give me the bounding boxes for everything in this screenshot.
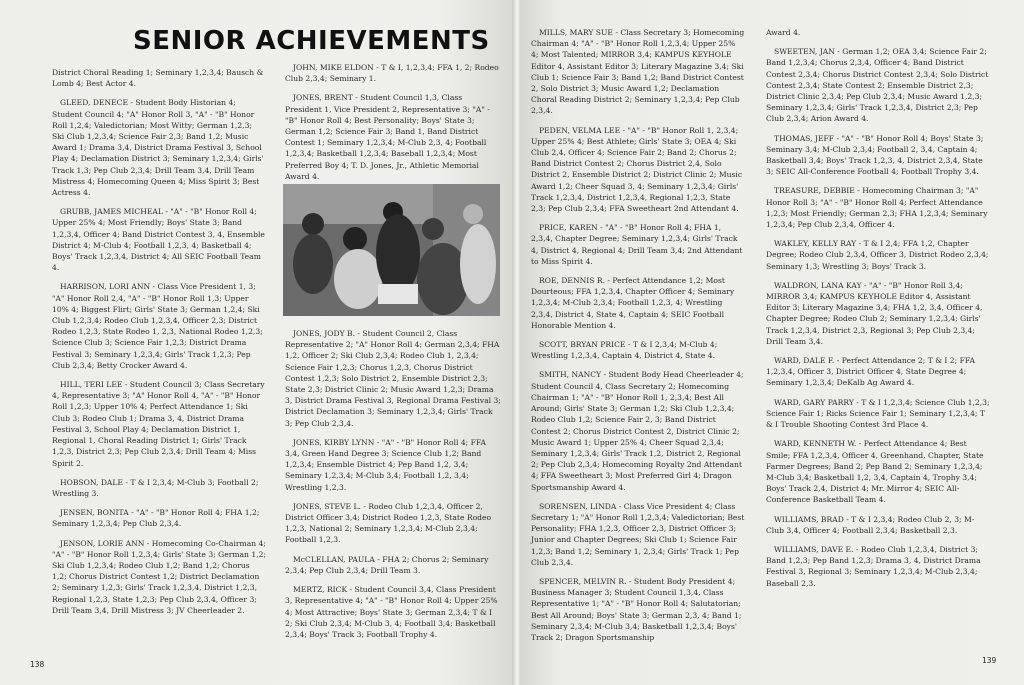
achievement-entry: WARD, KENNETH W. - Perfect Attendance 4; Best Smile; FFA 1,2,3,4, Officer 4, Greenhand, Chapter, State Farmer Degrees; Band 2; Pep Band 2; Seminary 1,2,3,4; M-Club 3,4; Basketball 1,2, 3,4, Captain 4, Trophy 3,4; Boys' Track 2,4, District 4; Mr. Mirror 4; SEIC All-Conference Basketball Team 4. (766, 439, 984, 505)
achievement-entry: SORENSEN, LINDA - Class Vice President 4; Class Secretary 1; "A" Honor Roll 1,2,3,4; Valedictorian; Best Personality; FHA 1,2,3, Officer 2,3, District Officer 3; Junior and Chapter Degrees; Ski Club 1; Science Fair 1,2,3; Band 1,2; Seminary 1, 2,3,4; Girls' Track 1; Pep Club 2,3,4. (531, 501, 745, 567)
page-number-right: 139 (982, 656, 997, 665)
column-2 (285, 62, 501, 648)
achievement-entry: HARRISON, LORI ANN - Class Vice President 1, 3; "A" Honor Roll 2,4, "A" - "B" Honor Roll 1,3; Upper 10% 4; Biggest Flirt; Girls' State 3; German 1,2,4; Ski Club 1,2,3,4; Rodeo Club 1,2,3,4, Officer 2,3; District Rodeo 1,2,3, State Rodeo 1, 2,3, National Rodeo 1,2,3; Science Club 3; Science Fair 1,2,3; District Drama Festival 3; Seminary 1,2,3,4; Girls' Track 1,2,3; Pep Club 2,3,4; Betty Crocker Award 4. (52, 282, 263, 370)
achievement-entry: WILLIAMS, BRAD - T & I 2,3,4; Rodeo Club 2, 3; M-Club 3,4, Officer 4; Football 2,3,4; Basketball 2,3. (766, 514, 975, 535)
achievement-entry: JONES, KIRBY LYNN - "A" - "B" Honor Roll 4; FFA 3,4, Green Hand Degree 3; Science Club 1,2; Band 1,2,3,4; Ensemble District 4; Pep Band 1,2, 3,4; Seminary 1,2,3,4; M-Club 3,4; Football 1,2, 3,4; Wrestling 1,2,3. (285, 437, 487, 492)
achievement-entry: GLEED, DENECE - Student Body Historian 4; Student Council 4; "A" Honor Roll 3, "A" - "B" Honor Roll 1,2,4; Valedictorian; Most Witty; German 1,2,3; Ski Club 1,2,3,4; Science Fair 2,3; Band 1,2; Music Award 1; Drama 3,4, District Drama Festival 3, School Play 4; Declamation District 3; Seminary 1,2,3,4; Girls' Track 1,3; Pep Club 2,3,4; Drill Team 3,4, Drill Team Mistress 4; Homecoming Queen 4; Miss Spirit 3; Best Actress 4. (52, 98, 264, 198)
achievement-entry: MILLS, MARY SUE - Class Secretary 3; Homecoming Chairman 4; "A" - "B" Honor Roll 1,2,3,4; Upper 25% 4; Most Talented; MIRROR 3,4; KAMPUS KEYHOLE Editor 4, Assistant Editor 3; Literary Magazine 3,4; Ski Club 1; Science Fair 3; Band 1,2; Band District Contest 2, Solo District 3; Music Award 1,2; Declamation Choral Reading District 2; Seminary 1,2,3,4; Pep Club 2,3,4. (531, 28, 745, 116)
achievement-entry: HILL, TERI LEE - Student Council 3; Class Secretary 4, Representative 3; "A" Honor Roll 4, "A" - "B" Honor Roll 1,2,3; Upper 10% 4; Perfect Attendance 1; Ski Club 3; Rodeo Club 1; Drama 3, 4, District Drama Festival 3, School Play 4; Declamation District 1, Regional 1, Choral Reading District 1; Girls' Track 1,2,3, District 2,3; Pep Club 2,3,4; Drill Team 4; Miss Spirit 2. (52, 380, 265, 468)
achievement-entry: WILLIAMS, DAVE E. - Rodeo Club 1,2,3,4, District 3; Band 1,2,3; Pep Band 1,2,3; Drama 3, 4, District Drama Festival 3, Regional 3; Seminary 1,2,3,4; M-Club 2,3,4; Baseball 2,3. (766, 544, 981, 588)
achievement-entry: SWEETEN, JAN - German 1,2; OEA 3,4; Science Fair 2; Band 1,2,3,4; Chorus 2,3,4, Officer 4; Band District Contest 2,3,4; Chorus District Contest 2,3,4; Solo District Contest 2,3,4; State Contest 2; Ensemble District 2,3; District Clinic 2,3,4; Pep Club 2,3,4; Music Award 1,2,3; Seminary 1,2,3,4; Girls' Track 1,2,3,4, District 2,3; Pep Club 2,3,4; Arion Award 4. (766, 47, 989, 124)
achievement-entry: WARD, GARY PARRY - T & I 1,2,3,4; Science Club 1,2,3; Science Fair 1; Ricks Science Fair 1; Seminary 1,2,3,4; T & I Trouble Shooting Contest 3rd Place 4. (766, 397, 990, 430)
column-3 (531, 27, 745, 651)
achievement-entry: JONES, BRENT - Student Council 1,3, Class President 1, Vice President 2, Representative 3; "A" - "B" Honor Roll 4; Best Personality; Boys' State 3; German 1,2; Science Fair 3; Band 1, Band District Contest 1; Seminary 1,2,3,4; M-Club 2,3, 4; Football 1,2,3,4; Basketball 1,2,3,4; Baseball 1,2,3,4; Most Preferred Boy 4; T. D. Jones, Jr., Athletic Memorial Award 4. (285, 93, 490, 181)
achievement-entry: SPENCER, MELVIN R. - Student Body President 4; Business Manager 3; Student Council 1,3,4, Class Representative 1; "A" - "B" Honor Roll 4; Salutatorian; Best All Around; Boys' State 3; German 2,3, 4; Band 1; Seminary 2,3,4; M-Club 3,4; Basketball 1,2,3,4; Boys' Track 2; Dragon Sportsmanship (531, 576, 742, 642)
achievement-entry: SMITH, NANCY - Student Body Head Cheerleader 4; Student Council 4, Class Secretary 2; Homecoming Chairman 1; "A" - "B" Honor Roll 1, 2,3,4; Best All Around; Girls' State 3; German 1,2; Ski Club 1,2,3,4; Rodeo Club 1,2; Science Fair 2, 3; Band District Contest 2; Chorus District Contest 2, District Clinic 2; Music Award 1; Upper 25% 4; Cheer Squad 2,3,4; Seminary 1,2,3,4; Girls' Track 1,2, District 2, Regional 2; Pep Club 2,3,4; Homecoming Royalty 2nd Attendant 4; FFA Sweetheart 3; Most Preferred Girl 4; Dragon Sportsmanship Award 4. (531, 370, 744, 492)
page-title: SENIOR ACHIEVEMENTS (133, 26, 490, 56)
achievement-entry: PRICE, KAREN - "A" - "B" Honor Roll 4; FHA 1, 2,3,4, Chapter Degree; Seminary 1,2,3,4; Girls' Track 4, District 4, Regional 4; Drill Team 3,4; 2nd Attendant to Miss Spirit 4. (531, 223, 743, 266)
achievement-entry: SCOTT, BRYAN PRICE - T & I 2,3,4; M-Club 4; Wrestling 1,2,3,4, Captain 4, District 4, State 4. (531, 340, 718, 361)
achievement-entry: WALDRON, LANA KAY - "A" - "B" Honor Roll 3,4; MIRROR 3,4; KAMPUS KEYHOLE Editor 4, Assistant Editor 3; Literary Magazine 3,4; FHA 1,2, 3,4, Officer 4, Chapter Degree; Rodeo Club 2; Seminary 1,2,3,4; Girls' Track 1,2,3,4, District 2,3, Regional 3; Pep Club 2,3,4; Drill Team 3,4. (766, 280, 983, 346)
achievement-entry: GRUBB, JAMES MICHEAL - "A" - "B" Honor Roll 4; Upper 25% 4; Most Friendly; Boys' State 3; Band 1,2,3,4, Officer 4; Band District Contest 3, 4, Ensemble District 4; M-Club 4; Football 1,2,3, 4; Basketball 4; Boys' Track 1,2,3,4, District 4; All SEIC Football Team 4. (52, 207, 265, 273)
achievement-entry: WARD, DALE F. - Perfect Attendance 2; T & I 2; FFA 1,2,3,4, Officer 3, District Officer 4, State Degree 4; Seminary 1,2,3,4; DeKalb Ag Award 4. (766, 356, 975, 388)
achievement-entry: JOHN, MIKE ELDON - T & I, 1,2,3,4; FFA 1, 2; Rodeo Club 2,3,4; Seminary 1. (285, 63, 499, 84)
achievement-entry: PEDEN, VELMA LEE - "A" - "B" Honor Roll 1, 2,3,4; Upper 25% 4; Best Athlete; Girls' State 3; OEA 4; Ski Club 2,4, Officer 4; Science Fair 2; Band 2; Chorus 2; Band District Contest 2; Chorus District 2,4, Solo District 2, Ensemble District 2; District Clinic 2; Music Award 1,2; Cheer Squad 3, 4; Seminary 1,2,3,4; Girls' Track 1,2,3,4, District 1,2,3,4, Regional 1,2,3, State 2,3; Pep Club 2,3,4; FFA Sweetheart 2nd Attendant 4. (531, 125, 743, 214)
achievement-entry: JENSEN, BONITA - "A" - "B" Honor Roll 4; FHA 1,2; Seminary 1,2,3,4; Pep Club 2,3,4. (52, 508, 260, 529)
right-page (520, 0, 1024, 685)
achievement-entry: JONES, JODY B. - Student Council 2, Class Representative 2; "A" Honor Roll 4; German 2,3,4; FHA 1,2, Officer 2; Ski Club 2,3,4; Rodeo Club 1, 2,3,4; Science Fair 1,2,3; Chorus 1,2,3, Chorus District Contest 1,2,3; Solo District 2, Ensemble District 2,3; State 2,3; District Clinic 2; Music Award 1,2,3; Drama 3, District Drama Festival 3, Regional Drama Festival 3; District Declamation 3; Seminary 1,2,3,4; Girls' Track 3; Pep Club 2,3,4. (285, 329, 501, 428)
achievement-entry: Award 4. (766, 28, 801, 37)
achievement-entry: HOBSON, DALE - T & I 2,3,4; M-Club 3; Football 2; Wrestling 3. (52, 477, 259, 498)
student-group-photo (283, 184, 500, 316)
achievement-entry: JENSON, LORIE ANN - Homecoming Co-Chairman 4; "A" - "B" Honor Roll 1,2,3,4; Girls' State 3; German 1,2; Ski Club 1,2,3,4; Rodeo Club 1,2; Band 1,2; Chorus 1,2; Chorus District Contest 1,2; District Declamation 2; Seminary 1,2,3; Girls' Track 1,2,3,4, District 1,2,3, Regional 1,2,3, State 1,2,3; Pep Club 2,3,4, Officer 3; Drill Team 3,4, Drill Mistress 3; JV Cheerleader 2. (52, 538, 266, 615)
achievement-entry: JONES, STEVE L. - Rodeo Club 1,2,3,4, Officer 2, District Officer 3,4; District Rodeo 1,2,3, State Rodeo 1,2,3, National 2; Seminary 1,2,3,4; M-Club 2,3,4; Football 1,2,3. (285, 501, 492, 545)
achievement-entry: District Choral Reading 1; Seminary 1,2,3,4; Bausch & Lomb 4; Best Actor 4. (52, 68, 264, 89)
achievement-entry: THOMAS, JEFF - "A" - "B" Honor Roll 4; Boys' State 3; Seminary 3,4; M-Club 2,3,4; Football 2, 3,4, Captain 4; Basketball 3,4; Boys' Track 1,2,3, 4, District 2,3,4, State 3; SEIC All-Conference Football 4; Football Trophy 3,4. (766, 133, 984, 177)
achievement-entry: ROE, DENNIS R. - Perfect Attendance 1,2; Most Dourteous; FFA 1,2,3,4, Chapter Officer 4; Seminary 1,2,3,4; M-Club 2,3,4; Football 1,2,3, 4; Wrestling 2,3,4, District 4, State 4, Captain 4; SEIC Football Honorable Mention 4. (531, 276, 735, 330)
achievement-entry: TREASURE, DEBBIE - Homecoming Chairman 3; "A" Honor Roll 3; "A" - "B" Honor Roll 4; Perfect Attendance 1,2,3; Most Friendly; German 2,3; FHA 1,2,3,4; Seminary 1,2,3,4; Pep Club 2,3,4, Officer 4. (766, 186, 988, 230)
achievement-entry: WAKLEY, KELLY RAY - T & I 2,4; FFA 1,2, Chapter Degree; Rodeo Club 2,3,4, Officer 3, District Rodeo 2,3,4; Seminary 1,3; Wrestling 3; Boys' Track 3. (766, 239, 989, 271)
column-1 (52, 67, 266, 624)
page-number-left: 138 (30, 660, 45, 669)
photo-image (283, 184, 500, 316)
achievement-entry: MERTZ, RICK - Student Council 3,4, Class President 3, Representative 4; "A" - "B" Honor Roll 4; Upper 25% 4; Most Attractive; Boys' State 3; German 2,3,4; T & I 2; Ski Club 2,3,4; M-Club 3, 4; Football 3,4; Basketball 2,3,4; Boys' Track 3; Football Trophy 4. (285, 585, 498, 639)
achievement-entry: McCLELLAN, PAULA - FHA 2; Chorus 2; Seminary 2,3,4; Pep Club 2,3,4; Drill Team 3. (285, 554, 489, 575)
column-4 (766, 27, 992, 597)
